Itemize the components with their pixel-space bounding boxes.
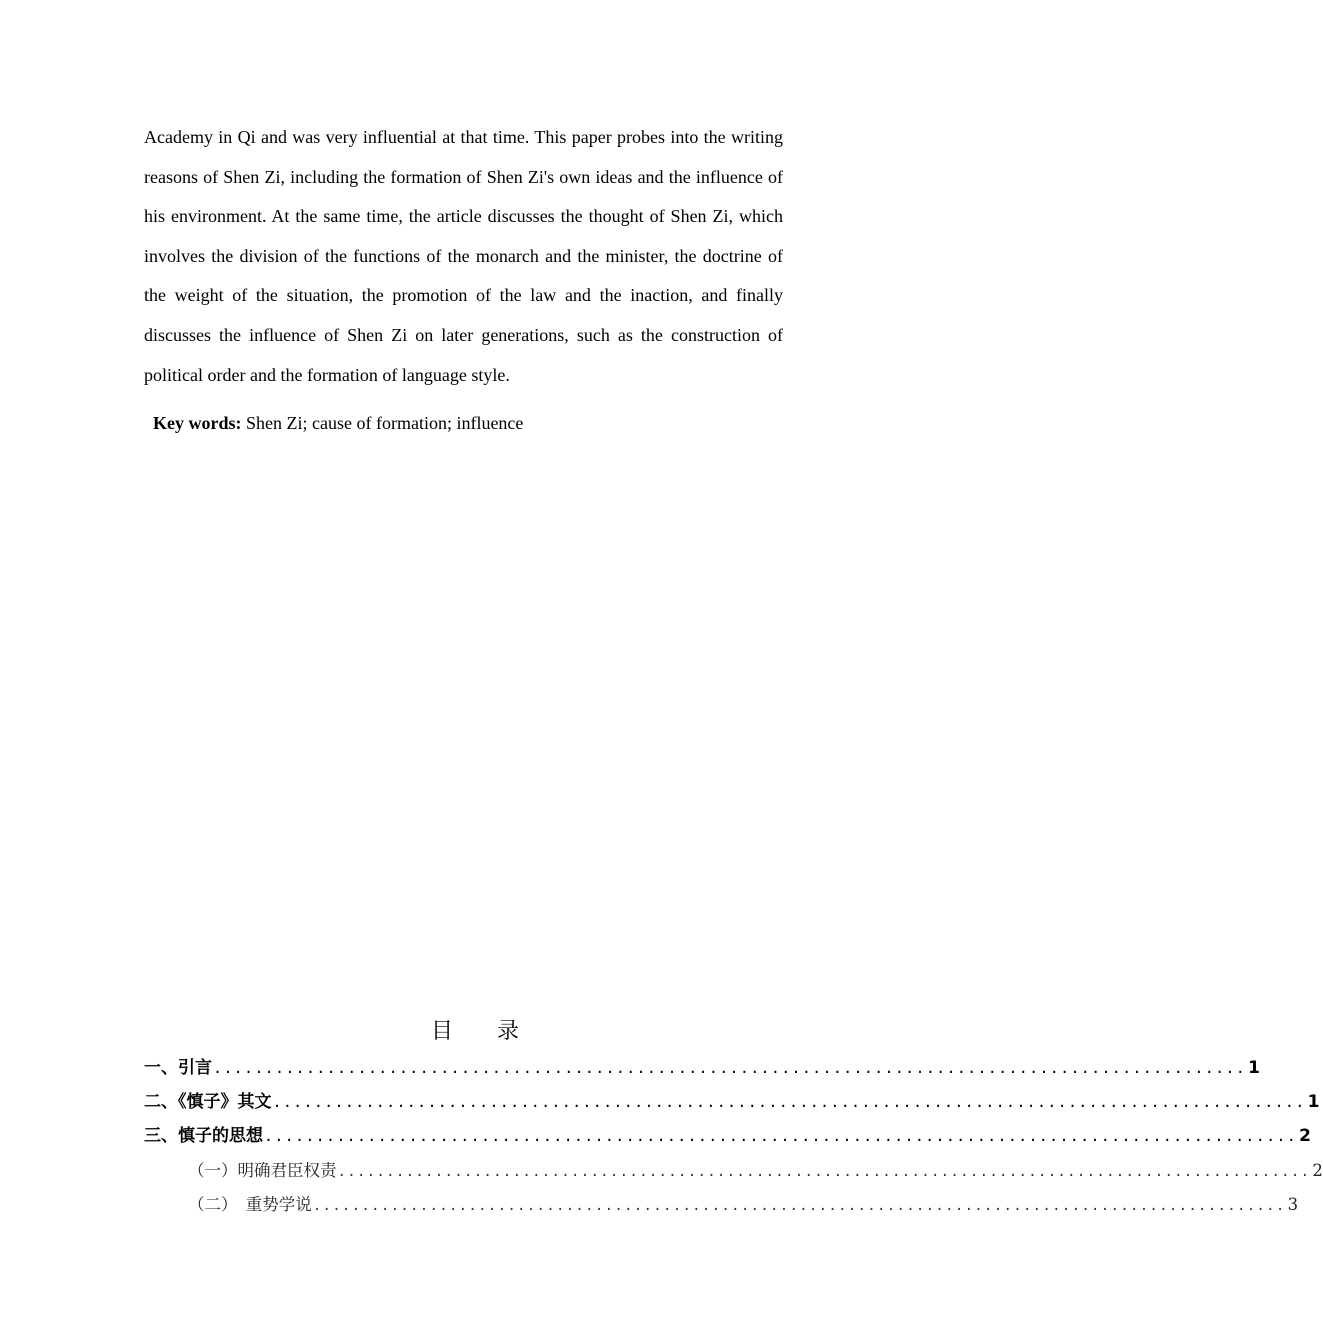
toc-dot-leader: .................................................................................................... [213,1059,1247,1077]
toc-entry-text: 三、慎子的思想 [144,1126,263,1146]
toc-entry-introduction[interactable] [144,1055,1260,1081]
toc-entry-shenzi-thought[interactable] [144,1123,1311,1149]
toc-dot-leader: .................................................................................................... [272,1093,1306,1111]
toc-page-number: 2 [1299,1126,1311,1146]
toc-dot-leader: .................................................................................................... [337,1164,1311,1180]
abstract-paragraph [144,118,783,395]
toc-dot-leader: .................................................................................................... [264,1127,1298,1145]
keywords-value: Shen Zi; cause of formation; influence [246,413,524,433]
toc-page-number: 3 [1287,1195,1299,1214]
toc-page-number: 2 [1312,1161,1323,1180]
keywords-line [153,408,793,438]
abstract-text: Academy in Qi and was very influential at that time. This paper probes into the writing reasons of Shen Zi, including the formation of Shen Zi's own ideas and the influence of his environment. At the same time, the article discusses the thought of Shen Zi, which involves the division of the functions of the monarch and the minister, the doctrine of the weight of the situation, the promotion of the law and the inaction, and finally discusses the influence of Shen Zi on later generations, such as the construction of political order and the formation of language style. [144,127,783,385]
toc-title-first-char: 目 [430,1019,453,1044]
toc-page-number: 1 [1248,1058,1260,1078]
toc-page-number: 1 [1307,1092,1320,1112]
toc-title [0,1014,950,1050]
keywords-label: Key words: [153,413,242,433]
toc-entry-text: 二、《慎子》其文 [144,1092,272,1112]
toc-entry-weight-doctrine[interactable] [188,1192,1299,1218]
toc-title-second-char: 录 [497,1019,520,1044]
toc-dot-leader: .................................................................................................... [312,1198,1286,1214]
toc-entry-text: （一）明确君臣权责 [188,1161,337,1180]
toc-entry-monarch-minister[interactable] [188,1158,1323,1184]
toc-entry-text: 一、引言 [144,1058,212,1078]
toc-entry-text: （二） 重势学说 [188,1195,312,1214]
toc-entry-shenzi-text[interactable] [144,1089,1320,1115]
